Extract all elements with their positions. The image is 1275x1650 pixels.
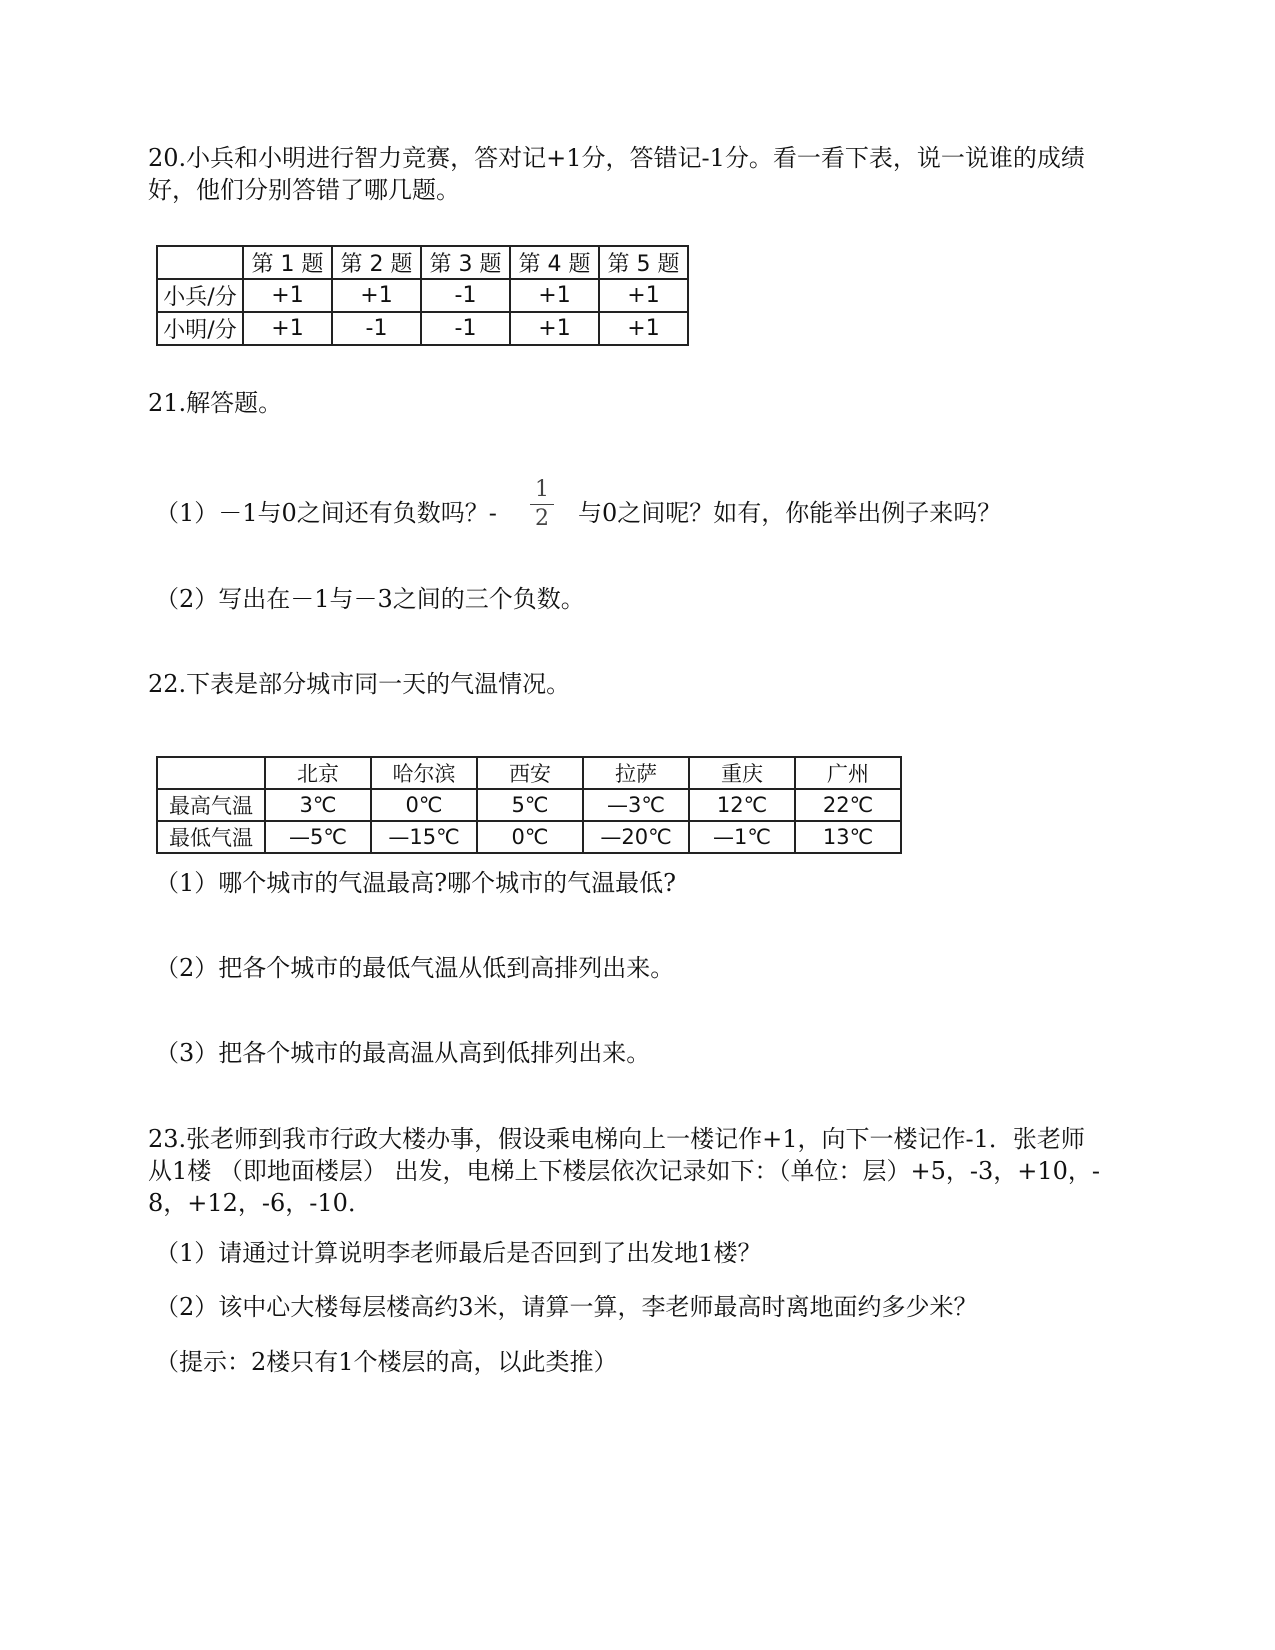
q21-title: 21.解答题。: [148, 389, 283, 417]
q23-part1: （1）请通过计算说明李老师最后是否回到了出发地1楼？: [155, 1239, 762, 1267]
table-row: [157, 279, 688, 312]
q22-part2: （2）把各个城市的最低气温从低到高排列出来。: [155, 954, 675, 982]
table-cell: +1: [599, 312, 688, 345]
table-cell: 12℃: [689, 789, 795, 821]
table-cell: [157, 246, 243, 279]
fraction-bar: [530, 504, 554, 505]
q23-hint: （提示：2楼只有1个楼层的高，以此类推）: [155, 1348, 618, 1376]
table-cell: +1: [510, 279, 599, 312]
table-header-cell: 第 1 题: [243, 246, 332, 279]
table-row: [157, 312, 688, 345]
table-header-cell: 北京: [265, 757, 371, 789]
table-cell: —5℃: [265, 821, 371, 853]
table-header-cell: 哈尔滨: [371, 757, 477, 789]
q22-part1: （1）哪个城市的气温最高?哪个城市的气温最低?: [155, 869, 677, 897]
q20-score-table: [156, 245, 689, 346]
table-header-row: [157, 757, 901, 789]
row-label-cell: 小兵/分: [157, 279, 243, 312]
table-cell: —3℃: [583, 789, 689, 821]
row-label-cell: 小明/分: [157, 312, 243, 345]
table-header-cell: 第 2 题: [332, 246, 421, 279]
table-cell: 5℃: [477, 789, 583, 821]
q23-text-line1: 23.张老师到我市行政大楼办事，假设乘电梯向上一楼记作+1，向下一楼记作-1．张老师: [148, 1125, 1085, 1153]
fraction-numerator: 1: [535, 477, 549, 502]
table-row: [157, 789, 901, 821]
q20-text-line2: 好，他们分别答错了哪几题。: [148, 176, 460, 204]
q23-text-line3: 8，+12，-6，-10．: [148, 1189, 372, 1217]
table-cell: —15℃: [371, 821, 477, 853]
table-cell: +1: [243, 279, 332, 312]
q23-text-line2: 从1楼 （即地面楼层） 出发，电梯上下楼层依次记录如下：（单位：层）+5，-3，+10，-: [148, 1157, 1101, 1185]
table-header-row: [157, 246, 688, 279]
table-cell: —1℃: [689, 821, 795, 853]
table-header-cell: 西安: [477, 757, 583, 789]
fraction-denominator: 2: [535, 506, 549, 531]
table-cell: -1: [332, 312, 421, 345]
q22-temperature-table: [156, 756, 902, 854]
q23-part2: （2）该中心大楼每层楼高约3米，请算一算，李老师最高时离地面约多少米？: [155, 1293, 978, 1321]
table-cell: 22℃: [795, 789, 901, 821]
table-cell: +1: [332, 279, 421, 312]
row-label-cell: 最低气温: [157, 821, 265, 853]
fraction-one-half: [530, 478, 554, 531]
q22-part3: （3）把各个城市的最高温从高到低排列出来。: [155, 1039, 651, 1067]
q21-part2: （2）写出在－1与－3之间的三个负数。: [155, 585, 585, 613]
table-header-cell: 重庆: [689, 757, 795, 789]
table-cell: 0℃: [371, 789, 477, 821]
table-header-cell: 第 3 题: [421, 246, 510, 279]
table-row: [157, 821, 901, 853]
table-header-cell: 第 5 题: [599, 246, 688, 279]
q22-title: 22.下表是部分城市同一天的气温情况。: [148, 670, 571, 698]
table-header-cell: 广州: [795, 757, 901, 789]
table-cell: 3℃: [265, 789, 371, 821]
q21-part1-a: （1）－1与0之间还有负数吗？-: [155, 499, 497, 527]
table-cell: +1: [243, 312, 332, 345]
table-cell: 13℃: [795, 821, 901, 853]
table-cell: 0℃: [477, 821, 583, 853]
q21-part1-b: 与0之间呢？如有，你能举出例子来吗？: [578, 499, 1002, 527]
table-cell: -1: [421, 279, 510, 312]
table-cell: [157, 757, 265, 789]
q20-text-line1: 20.小兵和小明进行智力竞赛，答对记+1分，答错记-1分。看一看下表，说一说谁的成绩: [148, 144, 1085, 172]
table-cell: +1: [599, 279, 688, 312]
table-cell: —20℃: [583, 821, 689, 853]
table-cell: -1: [421, 312, 510, 345]
table-cell: +1: [510, 312, 599, 345]
row-label-cell: 最高气温: [157, 789, 265, 821]
table-header-cell: 拉萨: [583, 757, 689, 789]
table-header-cell: 第 4 题: [510, 246, 599, 279]
